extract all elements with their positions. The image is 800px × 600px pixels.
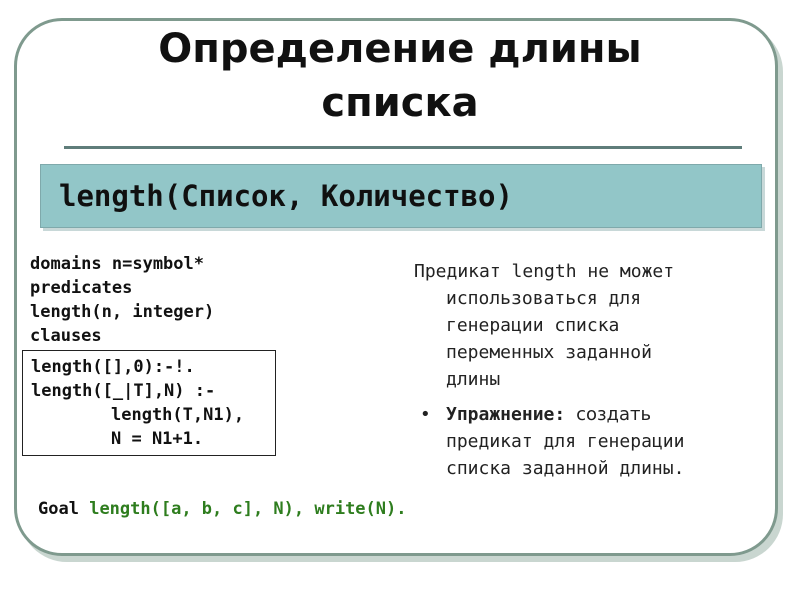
declaration-line: clauses: [30, 326, 102, 346]
slide-title: [0, 22, 800, 130]
declaration-line: domains n=symbol*: [30, 254, 204, 274]
bullet-icon: •: [420, 404, 431, 425]
exercise-label: Упражнение:: [446, 404, 566, 425]
description-line: использоваться для: [446, 288, 642, 309]
goal-line: [38, 497, 406, 521]
declaration-line: length(n, integer): [30, 302, 215, 322]
description-line: переменных заданной: [446, 342, 652, 363]
title-line-2: списка: [321, 80, 479, 126]
declaration-line: predicates: [30, 278, 133, 298]
clause-line: length(T,N1),: [111, 405, 245, 425]
description-block: [414, 258, 774, 482]
goal-keyword: Goal: [38, 499, 79, 519]
exercise-line: списка заданной длины.: [446, 458, 685, 479]
predicate-signature: length(Список, Количество): [59, 179, 513, 213]
clause-line: N = N1+1.: [111, 429, 204, 449]
clause-line: length([_|T],N) :-: [31, 381, 216, 401]
description-line: Предикат length не может: [414, 261, 675, 282]
description-line: длины: [446, 369, 501, 390]
goal-query: length([a, b, c], N), write(N).: [89, 499, 407, 519]
description-line: генерации списка: [446, 315, 620, 336]
clause-line: length([],0):-!.: [31, 357, 195, 377]
title-line-1: Определение длины: [158, 26, 642, 72]
signature-band: [40, 164, 762, 228]
clauses-box: [22, 350, 276, 456]
title-divider: [64, 146, 742, 149]
exercise-text: создать: [576, 404, 652, 425]
description-paragraph: [414, 258, 774, 393]
exercise-first-line: [446, 401, 774, 428]
exercise-line: предикат для генерации: [446, 431, 685, 452]
clauses-code: [31, 355, 244, 451]
declarations-block: [30, 252, 214, 348]
exercise-bullet: [414, 401, 774, 482]
